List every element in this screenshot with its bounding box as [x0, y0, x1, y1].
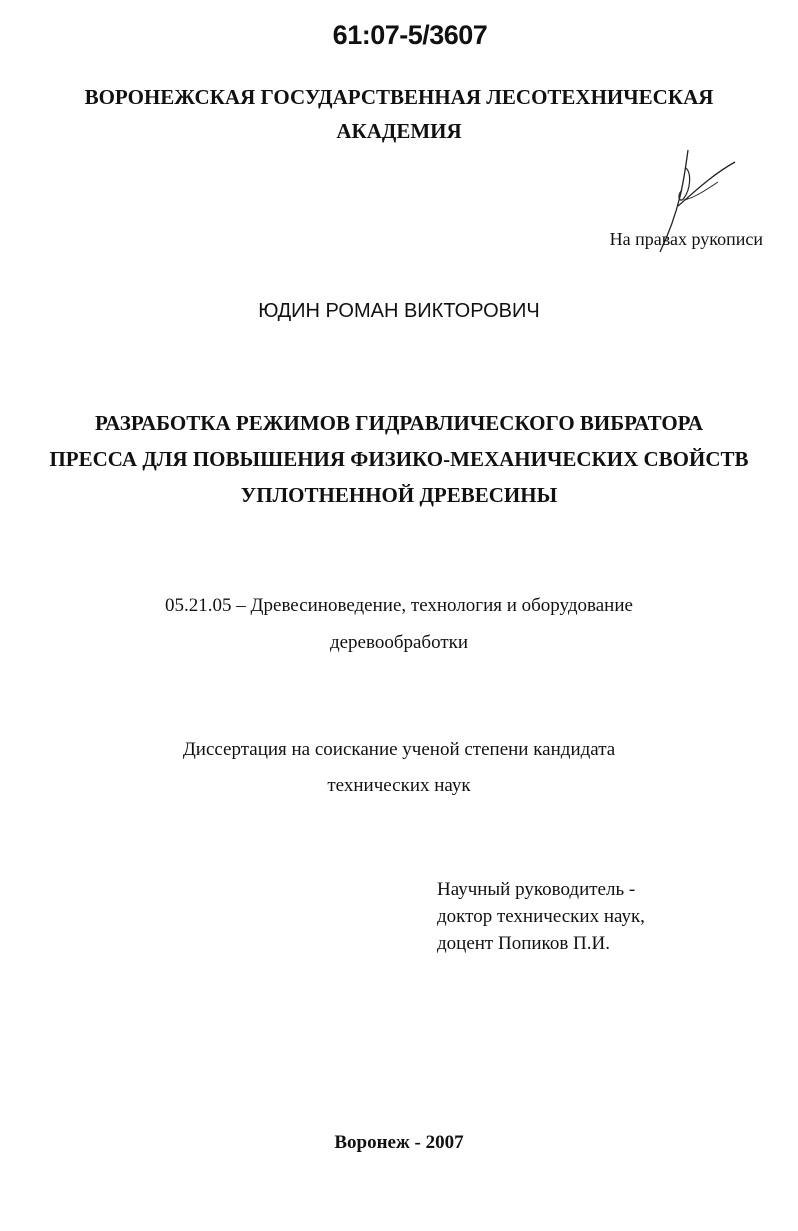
institution-name [0, 80, 798, 148]
supervisor-line-1: Научный руководитель - [437, 879, 636, 900]
degree-line-2: технических наук [327, 775, 471, 796]
institution-line-1: ВОРОНЕЖСКАЯ ГОСУДАРСТВЕННАЯ ЛЕСОТЕХНИЧЕСКАЯ [84, 85, 714, 109]
dissertation-title [0, 405, 798, 513]
institution-line-2: АКАДЕМИЯ [336, 119, 462, 143]
supervisor-line-2: доктор технических наук, [437, 906, 645, 927]
supervisor-block [437, 876, 645, 957]
rights-note: На правах рукописи [609, 229, 763, 249]
degree-statement [0, 732, 798, 804]
degree-line-1: Диссертация на соискание ученой степени кандидата [182, 739, 616, 760]
author-name: ЮДИН РОМАН ВИКТОРОВИЧ [258, 300, 540, 322]
title-line-1: РАЗРАБОТКА РЕЖИМОВ ГИДРАВЛИЧЕСКОГО ВИБРАТОРА [95, 411, 703, 435]
specialty-line-2: деревообработки [329, 632, 469, 653]
supervisor-line-3: доцент Попиков П.И. [437, 933, 610, 954]
title-line-3: УПЛОТНЕННОЙ ДРЕВЕСИНЫ [240, 483, 558, 507]
specialty-line-1: 05.21.05 – Древесиноведение, технология и оборудование [165, 595, 633, 616]
title-line-2: ПРЕССА ДЛЯ ПОВЫШЕНИЯ ФИЗИКО-МЕХАНИЧЕСКИХ СВОЙСТВ [49, 447, 749, 471]
catalog-number: 61:07-5/3607 [332, 20, 488, 50]
city-year: Воронеж - 2007 [334, 1132, 464, 1153]
specialty [0, 587, 798, 661]
